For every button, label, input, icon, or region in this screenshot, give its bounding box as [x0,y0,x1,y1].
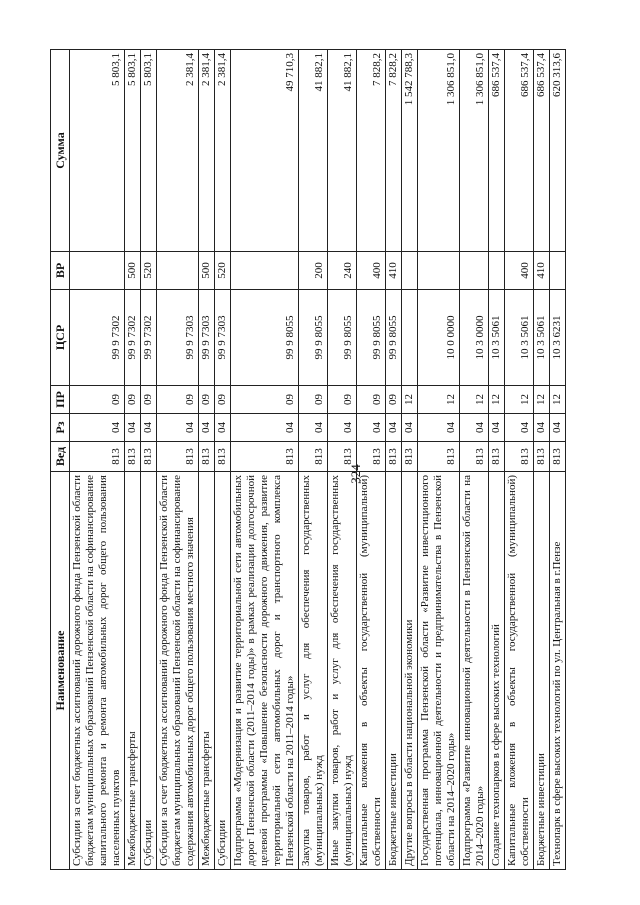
cell-name: Государственная программа Пензенской области «Развитие инвестиционного потенциала, инновационной деятельности и предпринимательства в Пензенской области на 2014–2020 годы» [418,472,460,870]
cell-ved: 813 [231,442,299,472]
cell-name: Субсидии [215,472,231,870]
cell-csr: 99 9 7303 [215,290,231,386]
cell-vr [402,252,418,290]
cell-sum: 686 537,4 [489,50,505,252]
cell-vr [157,252,199,290]
cell-vr: 410 [386,252,402,290]
cell-csr: 99 9 7302 [125,290,141,386]
table-row [418,50,460,870]
cell-ved: 813 [328,442,357,472]
cell-vr [550,252,566,290]
cell-vr: 400 [505,252,534,290]
header-pr: ПР [51,386,70,414]
cell-ved: 813 [402,442,418,472]
page-number: 324 [348,464,363,484]
table-row [460,50,489,870]
cell-csr [402,290,418,386]
cell-csr: 10 3 0000 [460,290,489,386]
header-name: Наименование [51,472,70,870]
cell-pr: 12 [418,386,460,414]
rotated-page-content [50,50,610,870]
cell-ved: 813 [199,442,215,472]
cell-pr: 12 [534,386,550,414]
cell-pr: 09 [157,386,199,414]
cell-ved: 813 [534,442,550,472]
cell-rz: 04 [460,414,489,442]
cell-rz: 04 [141,414,157,442]
cell-sum: 5 803,1 [125,50,141,252]
cell-vr: 520 [141,252,157,290]
cell-name: Бюджетные инвестиции [534,472,550,870]
cell-ved: 813 [141,442,157,472]
cell-sum: 2 381,4 [157,50,199,252]
cell-name: Иные закупки товаров, работ и услуг для обеспечения государственных (муниципальных) нужд [328,472,357,870]
cell-rz: 04 [386,414,402,442]
cell-rz: 04 [231,414,299,442]
cell-vr: 500 [125,252,141,290]
table-row [328,50,357,870]
cell-name: Подпрограмма «Развитие инновационной деятельности в Пензенской области на 2014–2020 годы» [460,472,489,870]
cell-ved: 813 [489,442,505,472]
cell-sum: 1 306 851,0 [418,50,460,252]
table-row [402,50,418,870]
table-row [125,50,141,870]
table-row [299,50,328,870]
cell-name: Закупка товаров, работ и услуг для обеспечения государственных (муниципальных) нужд [299,472,328,870]
cell-vr: 240 [328,252,357,290]
cell-rz: 04 [505,414,534,442]
header-vr: ВР [51,252,70,290]
cell-ved: 813 [505,442,534,472]
cell-vr: 520 [215,252,231,290]
cell-vr [460,252,489,290]
cell-pr: 09 [199,386,215,414]
cell-csr: 10 0 0000 [418,290,460,386]
table-row [215,50,231,870]
cell-pr: 12 [460,386,489,414]
cell-vr [418,252,460,290]
cell-csr: 99 9 7302 [141,290,157,386]
header-ved: Вед [51,442,70,472]
cell-rz: 04 [402,414,418,442]
table-row [489,50,505,870]
cell-name: Межбюджетные трансферты [125,472,141,870]
cell-sum: 5 803,1 [141,50,157,252]
cell-name: Бюджетные инвестиции [386,472,402,870]
cell-sum: 5 803,1 [70,50,125,252]
cell-rz: 04 [157,414,199,442]
cell-pr: 09 [299,386,328,414]
cell-rz: 04 [215,414,231,442]
cell-name: Субсидии за счет бюджетных ассигнований дорожного фонда Пензенской области бюджетам муниципальных образований Пензенской области на софинансирование содержания автомобильных дорог общего пользования местного значения [157,472,199,870]
cell-rz: 04 [357,414,386,442]
cell-name: Технопарк в сфере высоких технологий по ул. Центральная в г.Пензе [550,472,566,870]
cell-sum: 2 381,4 [215,50,231,252]
cell-csr: 10 3 6231 [550,290,566,386]
table-header-row [51,50,70,870]
table-row [357,50,386,870]
cell-ved: 813 [357,442,386,472]
cell-pr: 09 [328,386,357,414]
cell-ved: 813 [299,442,328,472]
cell-name: Межбюджетные трансферты [199,472,215,870]
cell-pr: 09 [357,386,386,414]
cell-ved: 813 [157,442,199,472]
cell-vr [489,252,505,290]
cell-pr: 09 [125,386,141,414]
cell-rz: 04 [125,414,141,442]
table-row [70,50,125,870]
cell-rz: 04 [489,414,505,442]
cell-rz: 04 [418,414,460,442]
cell-csr: 10 3 5061 [505,290,534,386]
cell-csr: 99 9 7303 [199,290,215,386]
cell-sum: 41 882,1 [328,50,357,252]
cell-ved: 813 [386,442,402,472]
table-row [534,50,550,870]
cell-rz: 04 [299,414,328,442]
cell-vr: 410 [534,252,550,290]
cell-ved: 813 [460,442,489,472]
cell-name: Другие вопросы в области национальной экономики [402,472,418,870]
cell-name: Субсидии за счет бюджетных ассигнований дорожного фонда Пензенской области бюджетам муниципальных образований Пензенской области на софинансирование капитального ремонта и ремонта автомобильных дорог общего пользования населенных пунктов [70,472,125,870]
cell-csr: 99 9 8055 [386,290,402,386]
header-csr: ЦСР [51,290,70,386]
cell-vr [231,252,299,290]
table-row [141,50,157,870]
cell-rz: 04 [534,414,550,442]
cell-ved: 813 [215,442,231,472]
cell-sum: 41 882,1 [299,50,328,252]
cell-name: Подпрограмма «Модернизация и развитие территориальной сети автомобильных дорог Пензенской области (2011–2014 годы)» в рамках реализации долгосрочной целевой программы «Повышение безопасности дорожного движения, развитие территориальной сети автомобильных дорог и транспортного комплекса Пензенской области на 2011–2014 годы» [231,472,299,870]
cell-csr: 99 9 8055 [299,290,328,386]
cell-rz: 04 [550,414,566,442]
cell-csr: 99 9 8055 [357,290,386,386]
table-row [550,50,566,870]
cell-pr: 09 [70,386,125,414]
cell-csr: 99 9 7302 [70,290,125,386]
cell-sum: 49 710,3 [231,50,299,252]
cell-name: Субсидии [141,472,157,870]
cell-pr: 12 [402,386,418,414]
cell-sum: 620 313,6 [550,50,566,252]
cell-ved: 813 [70,442,125,472]
cell-sum: 1 306 851,0 [460,50,489,252]
cell-sum: 686 537,4 [505,50,534,252]
cell-sum: 2 381,4 [199,50,215,252]
table-body [70,50,566,870]
cell-sum: 1 542 788,3 [402,50,418,252]
cell-csr: 99 9 8055 [231,290,299,386]
cell-name: Капитальные вложения в объекты государственной (муниципальной) собственности [505,472,534,870]
cell-csr: 10 3 5061 [489,290,505,386]
cell-pr: 12 [489,386,505,414]
table-row [386,50,402,870]
cell-ved: 813 [550,442,566,472]
table-row [231,50,299,870]
cell-ved: 813 [418,442,460,472]
cell-ved: 813 [125,442,141,472]
cell-name: Создание технопарков в сфере высоких технологий [489,472,505,870]
cell-pr: 09 [141,386,157,414]
cell-sum: 7 828,2 [357,50,386,252]
header-rz: Рз [51,414,70,442]
table-row [505,50,534,870]
cell-name: Капитальные вложения в объекты государственной (муниципальной) собственности [357,472,386,870]
cell-vr [70,252,125,290]
cell-vr: 400 [357,252,386,290]
cell-sum: 7 828,2 [386,50,402,252]
cell-pr: 12 [505,386,534,414]
cell-pr: 09 [215,386,231,414]
cell-rz: 04 [328,414,357,442]
cell-sum: 686 537,4 [534,50,550,252]
cell-vr: 200 [299,252,328,290]
cell-csr: 99 9 8055 [328,290,357,386]
cell-pr: 09 [231,386,299,414]
cell-pr: 09 [386,386,402,414]
cell-csr: 99 9 7303 [157,290,199,386]
cell-rz: 04 [70,414,125,442]
cell-pr: 12 [550,386,566,414]
cell-csr: 10 3 5061 [534,290,550,386]
header-sum: Сумма [51,50,70,252]
cell-rz: 04 [199,414,215,442]
table-row [157,50,199,870]
table-row [199,50,215,870]
cell-vr: 500 [199,252,215,290]
budget-table [50,49,566,870]
